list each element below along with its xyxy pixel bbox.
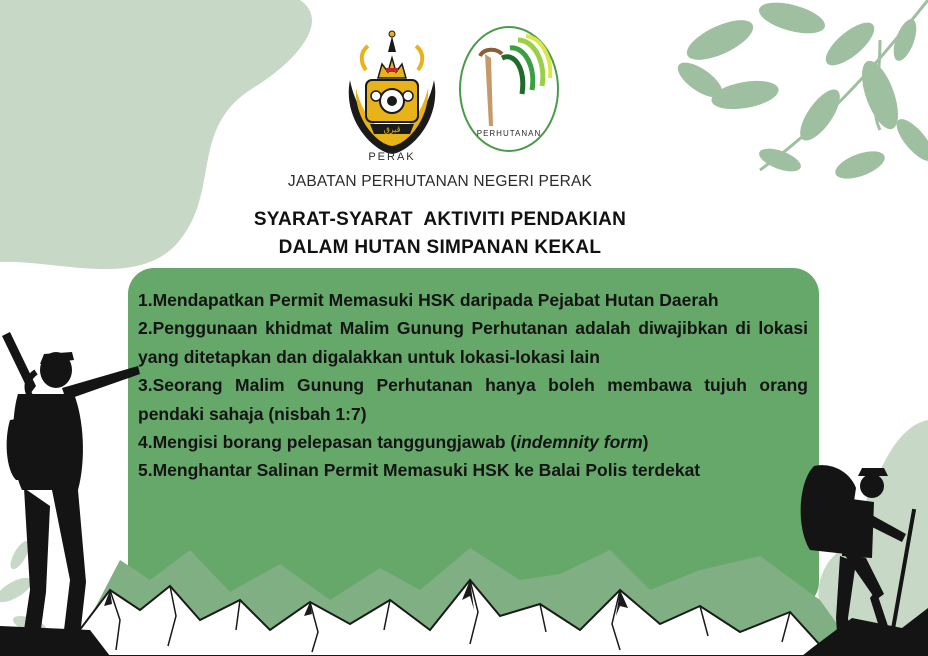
- perak-jawi-text: ڤيرق: [383, 125, 401, 134]
- rule-item-5: 5.Menghantar Salinan Permit Memasuki HSK ke Balai Polis terdekat: [138, 460, 701, 481]
- rule-item-3: 3.Seorang Malim Gunung Perhutanan hanya boleh membawa tujuh orang pendaki sahaja (nisbah 1:7): [138, 375, 808, 424]
- perak-label: PERAK: [368, 151, 416, 163]
- rule-item-4: [138, 428, 808, 456]
- rule-item-4-suffix: ): [642, 432, 649, 453]
- rule-item-1: 1.Mendapatkan Permit Memasuki HSK daripada Pejabat Hutan Daerah: [138, 290, 719, 310]
- perak-crest-logo: [330, 22, 454, 164]
- page-title: [140, 206, 740, 262]
- hiker-silhouette-right: [792, 458, 928, 656]
- agency-name: JABATAN PERHUTANAN NEGERI PERAK: [287, 173, 593, 190]
- title-line-1: SYARAT-SYARAT AKTIVITI PENDAKIAN: [253, 209, 627, 230]
- rule-item-4-prefix: 4.Mengisi borang pelepasan tanggungjawab (: [138, 432, 517, 453]
- perhutanan-label: PERHUTANAN: [476, 129, 542, 138]
- leaf-branch-top-right: [672, 0, 928, 184]
- rule-item-2: 2.Penggunaan khidmat Malim Gunung Perhutanan adalah diwajibkan di lokasi yang ditetapkan dan digalakkan untuk lokasi-lokasi lain: [138, 318, 808, 367]
- title-line-2: DALAM HUTAN SIMPANAN KEKAL: [278, 237, 602, 258]
- rule-item-4-emphasis: indemnity form: [516, 432, 643, 453]
- rules-list: [138, 286, 808, 485]
- hiker-silhouette-left: [0, 330, 150, 656]
- perhutanan-logo: [456, 24, 562, 154]
